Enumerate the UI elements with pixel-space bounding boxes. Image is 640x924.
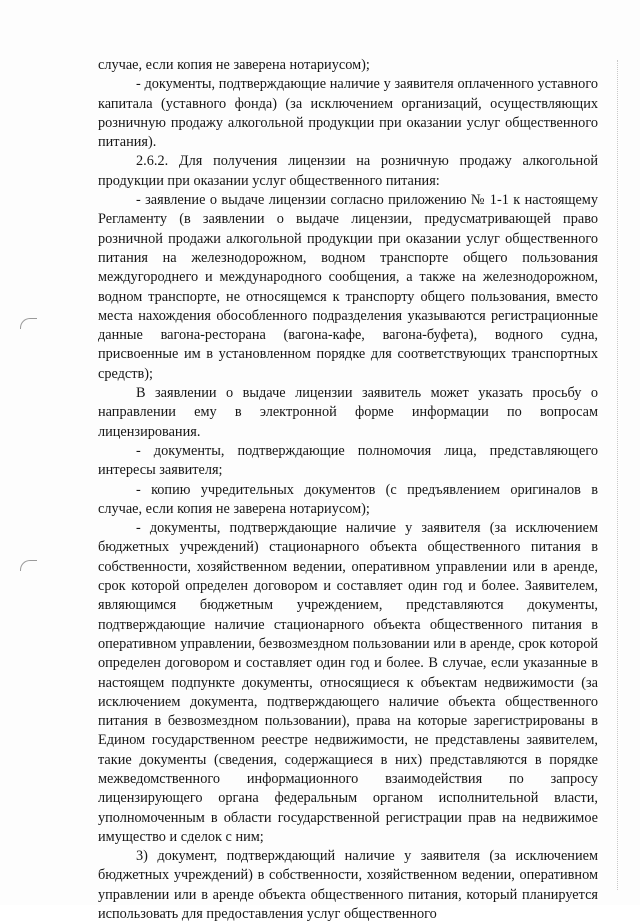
section-heading-2-6-2: 2.6.2. Для получения лицензии на розничную продажу алкогольной продукции при оказании услуг общественного питания: (98, 153, 598, 189)
scan-artifact-mark (20, 318, 37, 329)
document-body (98, 56, 598, 924)
scan-artifact-mark (20, 560, 37, 571)
paragraph-continuation: случае, если копия не заверена нотариусом); (98, 57, 370, 73)
paragraph-authority-documents: - документы, подтверждающие полномочия лица, представляющего интересы заявителя; (98, 442, 598, 479)
scan-edge-line (616, 60, 618, 890)
paragraph-catering-facility: - документы, подтверждающие наличие у заявителя (за исключением бюджетных учреждений) стационарного объекта общественного питания в собственности, хозяйственном ведении, оперативном управлении или в аренде, срок которой определен договором и составляет один год и более. Заявителем, являющимся бюджетным учреждением, представляются документы, подтверждающие наличие стационарного объекта общественного питания в оперативном управлении, безвозмездном пользовании или в аренде, срок которой определен договором и составляет один год и более. В случае, если указанные в настоящем подпункте документы, относящиеся к объектам недвижимости (за исключением документа, подтверждающего наличие объекта общественного питания в безвозмездном пользовании), права на которые зарегистрированы в Едином государственном реестре недвижимости, не представлены заявителем, такие документы (сведения, содержащиеся в них) представляются в порядке межведомственного информационного взаимодействия по запросу лицензирующего органа федеральным органом исполнительной власти, уполномоченным в области государственной регистрации прав на недвижимое имущество и сделок с ним; (98, 520, 598, 845)
paragraph-founding-documents: - копию учредительных документов (с предъявлением оригиналов в случае, если копия не заверена нотариусом); (98, 481, 598, 517)
paragraph-license-application: - заявление о выдаче лицензии согласно приложению № 1-1 к настоящему Регламенту (в заявлении о выдаче лицензии, предусматривающей право розничной продажи алкогольной продукции при оказании услуг общественного питания на железнодорожном, водном транспорте общего пользования междугороднего и международного сообщения, а также на железнодорожном, водном транспорте, не относящемся к транспорту общего пользования, вместо места нахождения обособленного подразделения указываются регистрационные данные вагона-ресторана (вагона-кафе, вагона-буфета), водного судна, присвоенные им в установленном порядке для соответствующих транспортных средств); (98, 192, 598, 382)
paragraph-item-3: 3) документ, подтверждающий наличие у заявителя (за исключением бюджетных учреждений) в собственности, хозяйственном ведении, оперативном управлении или в аренде объекта общественного питания, который планируется использовать для предоставления услуг общественного (98, 848, 598, 923)
paragraph-capital-documents: - документы, подтверждающие наличие у заявителя оплаченного уставного капитала (уставного фонда) (за исключением организаций, осуществляющих розничную продажу алкогольной продукции при оказании услуг общественного питания). (98, 76, 598, 151)
paragraph-electronic-request: В заявлении о выдаче лицензии заявитель может указать просьбу о направлении ему в электронной форме информации по вопросам лицензирования. (98, 385, 598, 440)
